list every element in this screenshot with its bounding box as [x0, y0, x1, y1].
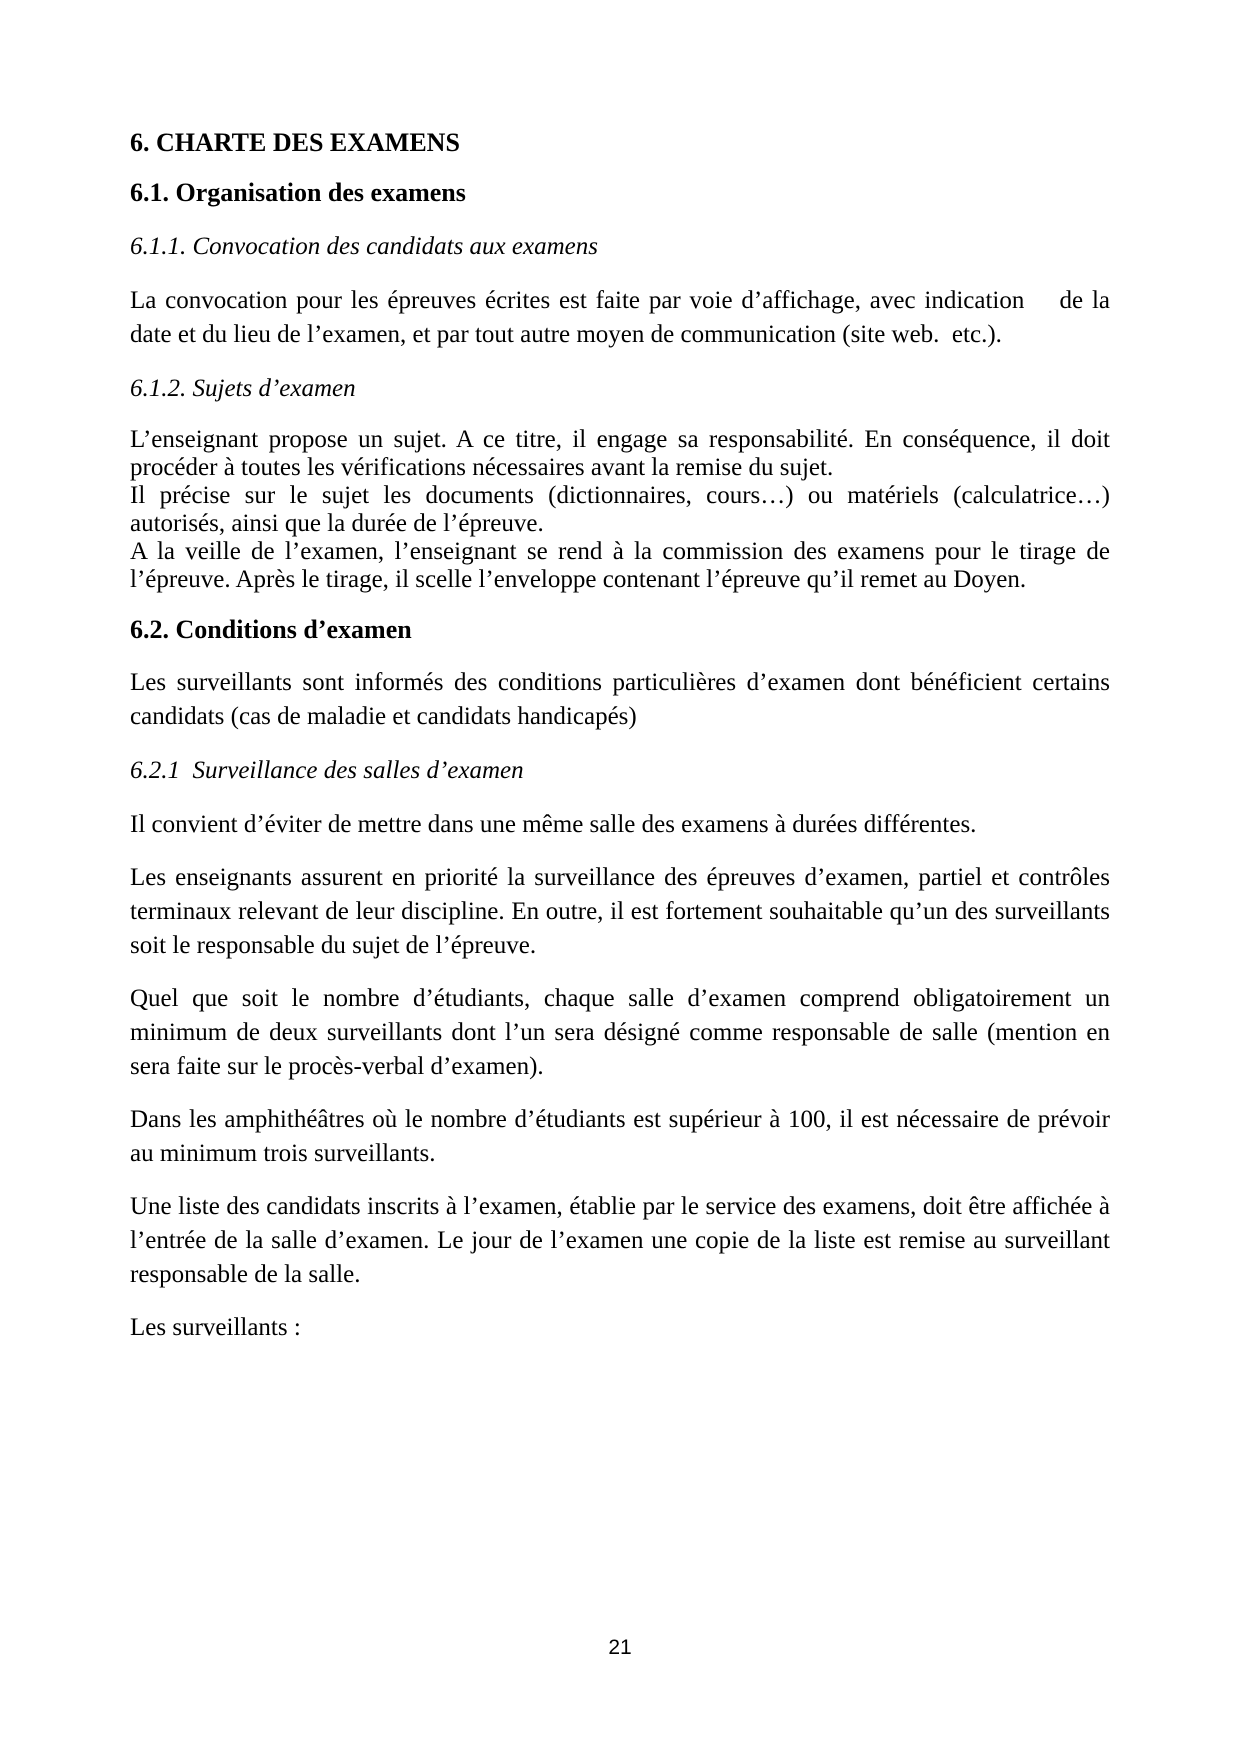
page-number: 21: [608, 1636, 632, 1659]
paragraph-deux-surveillants: Quel que soit le nombre d’étudiants, chaque salle d’examen comprend obligatoirement un minimum de deux surveillants dont l’un sera désigné comme responsable de salle (mention en sera faite sur le procès-verbal d’examen).: [130, 985, 1117, 1080]
paragraph-surveillants-informes: Les surveillants sont informés des conditions particulières d’examen dont bénéficient certains candidats (cas de maladie et candidats handicapés): [130, 669, 1117, 730]
paragraph-amphitheatres: Dans les amphithéâtres où le nombre d’étudiants est supérieur à 100, il est nécessaire de prévoir au minimum trois surveillants.: [130, 1106, 1117, 1167]
paragraph-les-surveillants: Les surveillants :: [130, 1314, 301, 1341]
paragraph-enseignants-priorite: Les enseignants assurent en priorité la surveillance des épreuves d’examen, partiel et contrôles terminaux relevant de leur discipline. En outre, il est fortement souhaitable qu’un des surveillants soit le responsable du sujet de l’épreuve.: [130, 864, 1117, 959]
subsection-heading-6-1-2: 6.1.2. Sujets d’examen: [130, 375, 356, 402]
paragraph-group-sujets: [130, 426, 1117, 594]
paragraph-enseignant-sujet: L’enseignant propose un sujet. A ce titre, il engage sa responsabilité. En conséquence, il doit procéder à toutes les vérifications nécessaires avant la remise du sujet.: [130, 426, 1117, 481]
chapter-heading: 6. CHARTE DES EXAMENS: [130, 128, 460, 157]
section-heading-6-1: 6.1. Organisation des examens: [130, 178, 466, 207]
section-heading-6-2: 6.2. Conditions d’examen: [130, 615, 412, 644]
paragraph-meme-salle: Il convient d’éviter de mettre dans une même salle des examens à durées différentes.: [130, 811, 977, 838]
paragraph-convocation: La convocation pour les épreuves écrites est faite par voie d’affichage, avec indication de la date et du lieu de l’examen, et par tout autre moyen de communication (site web. etc.).: [130, 287, 1117, 348]
paragraph-veille-examen: A la veille de l’examen, l’enseignant se rend à la commission des examens pour le tirage de l’épreuve. Après le tirage, il scelle l’enveloppe contenant l’épreuve qu’il remet au Doyen.: [130, 538, 1117, 593]
subsection-heading-6-2-1: 6.2.1 Surveillance des salles d’examen: [130, 757, 524, 784]
subsection-heading-6-1-1: 6.1.1. Convocation des candidats aux examens: [130, 233, 598, 260]
paragraph-precise-sujet: Il précise sur le sujet les documents (dictionnaires, cours…) ou matériels (calculatrice…) autorisés, ainsi que la durée de l’épreuve.: [130, 482, 1117, 537]
paragraph-liste-candidats: Une liste des candidats inscrits à l’examen, établie par le service des examens, doit être affichée à l’entrée de la salle d’examen. Le jour de l’examen une copie de la liste est remise au surveillant responsable de la salle.: [130, 1193, 1117, 1288]
